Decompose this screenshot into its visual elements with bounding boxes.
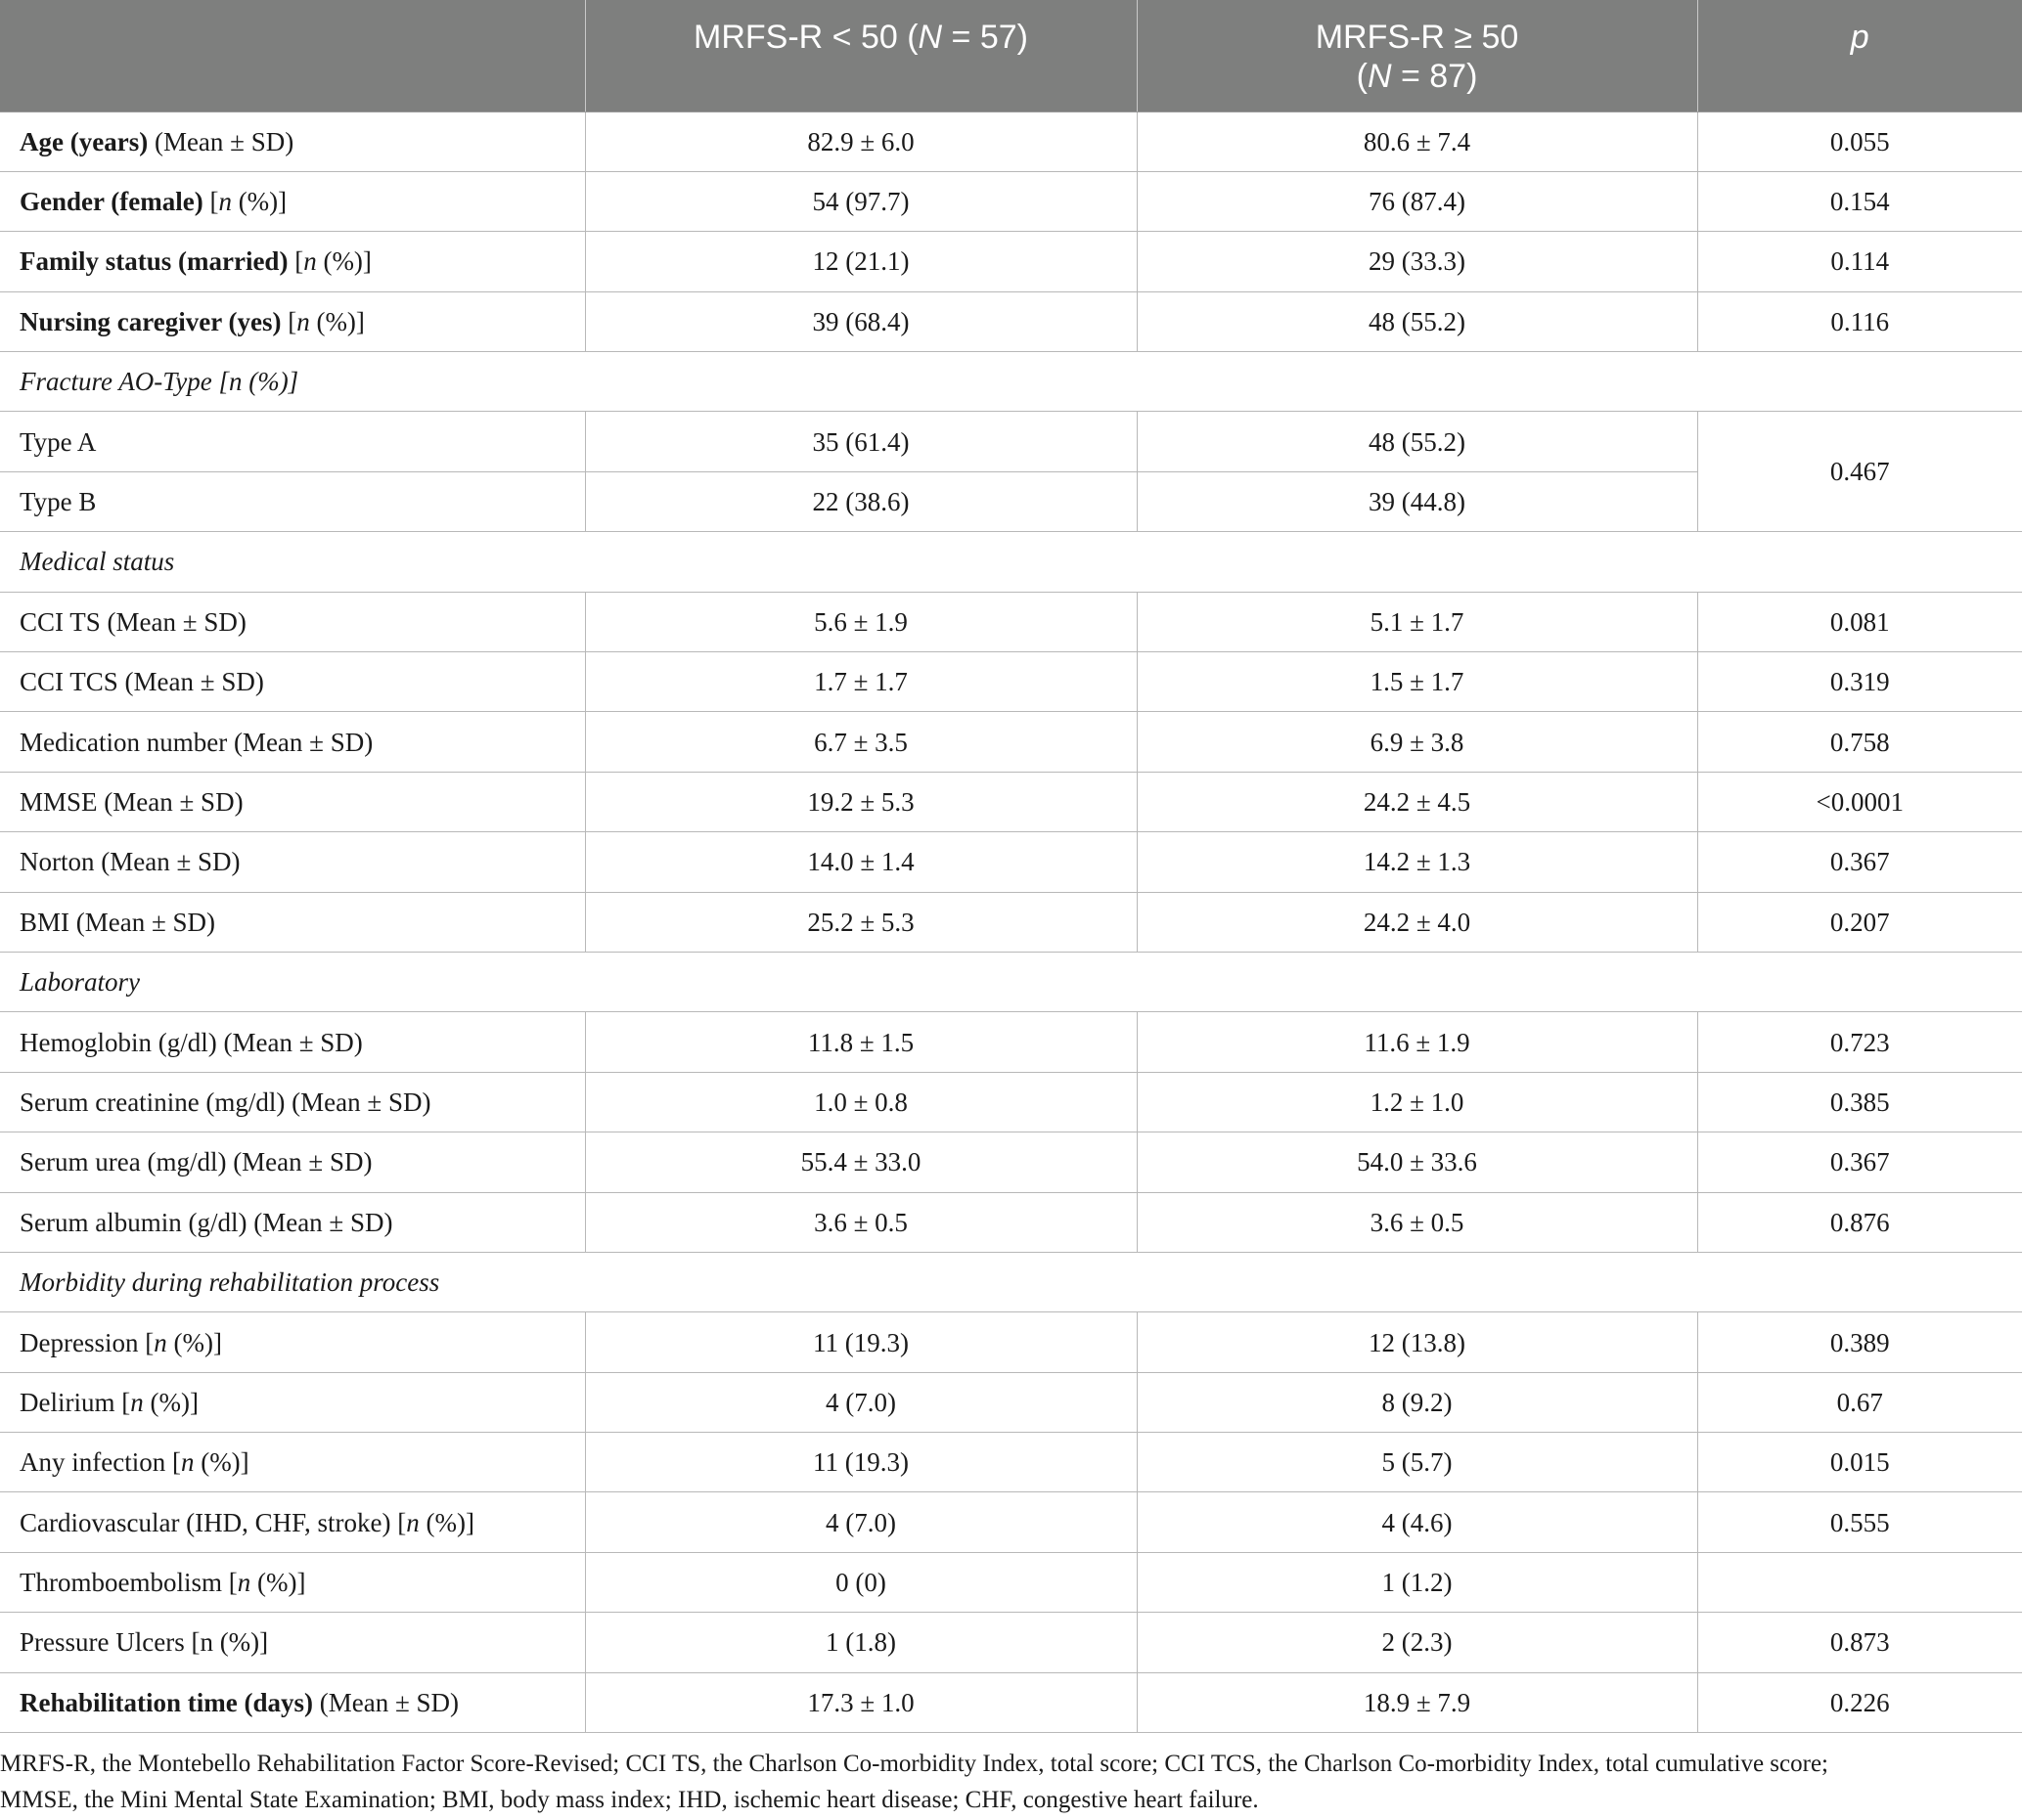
table-row <box>0 291 2022 351</box>
table-row <box>0 1433 2022 1492</box>
row-label-after: (%)] <box>309 306 365 336</box>
row-label-text: Serum creatinine (mg/dl) (Mean ± SD) <box>20 1087 431 1117</box>
value-cell: 2 (2.3) <box>1137 1613 1697 1672</box>
p-value-cell: 0.055 <box>1697 111 2022 171</box>
value-cell: 25.2 ± 5.3 <box>585 892 1137 952</box>
table-row <box>0 1672 2022 1732</box>
row-label-text: Type B <box>20 487 97 517</box>
value-cell: 12 (13.8) <box>1137 1312 1697 1372</box>
header-cell-p-value: p <box>1697 0 2022 111</box>
table-row <box>0 1492 2022 1552</box>
section-row <box>0 352 2022 412</box>
value-cell: 55.4 ± 33.0 <box>585 1132 1137 1192</box>
section-row <box>0 532 2022 592</box>
p-value-cell: 0.389 <box>1697 1312 2022 1372</box>
row-label-text: Depression [ <box>20 1327 155 1357</box>
row-label <box>0 171 585 231</box>
value-cell: 39 (44.8) <box>1137 471 1697 531</box>
table-row <box>0 1012 2022 1072</box>
row-label-italic: n <box>218 187 232 217</box>
row-label-bold: Gender (female) <box>20 187 203 217</box>
row-label <box>0 1552 585 1612</box>
row-label <box>0 291 585 351</box>
value-cell: 17.3 ± 1.0 <box>585 1672 1137 1732</box>
value-cell: 5.1 ± 1.7 <box>1137 592 1697 651</box>
p-value-cell: 0.876 <box>1697 1192 2022 1252</box>
p-value-cell: 0.367 <box>1697 1132 2022 1192</box>
section-label: Laboratory <box>0 952 2022 1011</box>
row-label-text: (Mean ± SD) <box>148 126 294 156</box>
p-value-cell: 0.555 <box>1697 1492 2022 1552</box>
value-cell: 11 (19.3) <box>585 1433 1137 1492</box>
p-value-cell: 0.081 <box>1697 592 2022 651</box>
section-row <box>0 952 2022 1011</box>
table-row <box>0 892 2022 952</box>
row-label-text: Hemoglobin (g/dl) (Mean ± SD) <box>20 1027 363 1057</box>
footnote-line-2: MMSE, the Mini Mental State Examination; BMI, body mass index; IHD, ischemic heart disease; CHF, congestive heart failure. <box>0 1787 1259 1813</box>
p-value-cell: 0.114 <box>1697 232 2022 291</box>
table-footnote <box>0 1746 2015 1818</box>
row-label-text: CCI TCS (Mean ± SD) <box>20 667 264 697</box>
value-cell: 76 (87.4) <box>1137 171 1697 231</box>
row-label-after: (%)] <box>166 1327 222 1357</box>
row-label-text: [ <box>202 187 219 217</box>
p-value-cell: 0.207 <box>1697 892 2022 952</box>
row-label-text: Thromboembolism [ <box>20 1568 238 1598</box>
header-cell-mrfs-high: MRFS-R ≥ 50 (N = 87) <box>1137 0 1697 111</box>
footnote-line-1: MRFS-R, the Montebello Rehabilitation Factor Score-Revised; CCI TS, the Charlson Co-morbidity Index, total score; CCI TCS, the Charlson Co-morbidity Index, total cumulative score; <box>0 1751 1828 1777</box>
table-row <box>0 232 2022 291</box>
row-label-italic: n <box>237 1568 251 1598</box>
value-cell: 1 (1.8) <box>585 1613 1137 1672</box>
row-label-text: Delirium [ <box>20 1387 131 1417</box>
row-label-text: Any infection [ <box>20 1447 181 1478</box>
row-label <box>0 232 585 291</box>
value-cell: 82.9 ± 6.0 <box>585 111 1137 171</box>
row-label-italic: n <box>180 1447 195 1478</box>
row-label <box>0 1372 585 1432</box>
p-value-cell: 0.467 <box>1697 412 2022 532</box>
table-row <box>0 772 2022 831</box>
row-label-text: Cardiovascular (IHD, CHF, stroke) [ <box>20 1507 407 1537</box>
table-row <box>0 1132 2022 1192</box>
value-cell: 48 (55.2) <box>1137 291 1697 351</box>
table-row <box>0 652 2022 712</box>
table-body <box>0 111 2022 1733</box>
p-value-cell: 0.758 <box>1697 712 2022 772</box>
row-label <box>0 1433 585 1492</box>
value-cell: 8 (9.2) <box>1137 1372 1697 1432</box>
value-cell: 24.2 ± 4.5 <box>1137 772 1697 831</box>
section-row <box>0 1252 2022 1311</box>
value-cell: 18.9 ± 7.9 <box>1137 1672 1697 1732</box>
p-value-cell: 0.226 <box>1697 1672 2022 1732</box>
row-label-text: MMSE (Mean ± SD) <box>20 786 244 817</box>
row-label-bold: Family status (married) <box>20 246 289 277</box>
value-cell: 48 (55.2) <box>1137 412 1697 471</box>
row-label-text: [ <box>281 306 297 336</box>
p-value-cell: 0.154 <box>1697 171 2022 231</box>
row-label-after: (%)] <box>250 1568 306 1598</box>
row-label <box>0 1672 585 1732</box>
value-cell: 1.7 ± 1.7 <box>585 652 1137 712</box>
row-label <box>0 592 585 651</box>
value-cell: 6.9 ± 3.8 <box>1137 712 1697 772</box>
row-label <box>0 111 585 171</box>
p-value-cell: 0.873 <box>1697 1613 2022 1672</box>
value-cell: 22 (38.6) <box>585 471 1137 531</box>
p-value-cell: 0.015 <box>1697 1433 2022 1492</box>
value-cell: 1 (1.2) <box>1137 1552 1697 1612</box>
row-label-after: (%)] <box>231 187 288 217</box>
value-cell: 24.2 ± 4.0 <box>1137 892 1697 952</box>
value-cell: 54 (97.7) <box>585 171 1137 231</box>
table-row <box>0 1072 2022 1132</box>
row-label-italic: n <box>154 1327 167 1357</box>
row-label-italic: n <box>296 306 310 336</box>
row-label <box>0 1132 585 1192</box>
row-label-italic: n <box>303 246 317 277</box>
value-cell: 1.2 ± 1.0 <box>1137 1072 1697 1132</box>
row-label <box>0 652 585 712</box>
section-label: Morbidity during rehabilitation process <box>0 1252 2022 1311</box>
row-label <box>0 1072 585 1132</box>
header-row <box>0 0 2022 111</box>
row-label <box>0 1492 585 1552</box>
value-cell: 3.6 ± 0.5 <box>1137 1192 1697 1252</box>
value-cell: 11.6 ± 1.9 <box>1137 1012 1697 1072</box>
value-cell: 0 (0) <box>585 1552 1137 1612</box>
table-row <box>0 1613 2022 1672</box>
p-value-cell: 0.367 <box>1697 832 2022 892</box>
row-label-text: CCI TS (Mean ± SD) <box>20 606 247 637</box>
value-cell: 4 (7.0) <box>585 1372 1137 1432</box>
value-cell: 29 (33.3) <box>1137 232 1697 291</box>
row-label <box>0 1192 585 1252</box>
value-cell: 54.0 ± 33.6 <box>1137 1132 1697 1192</box>
value-cell: 12 (21.1) <box>585 232 1137 291</box>
row-label <box>0 712 585 772</box>
section-label: Medical status <box>0 532 2022 592</box>
row-label-text: BMI (Mean ± SD) <box>20 907 216 937</box>
table-row <box>0 1192 2022 1252</box>
table-row <box>0 1312 2022 1372</box>
p-value-cell: 0.67 <box>1697 1372 2022 1432</box>
value-cell: 14.0 ± 1.4 <box>585 832 1137 892</box>
value-cell: 80.6 ± 7.4 <box>1137 111 1697 171</box>
header-cell-variable <box>0 0 585 111</box>
table-row <box>0 832 2022 892</box>
row-label-text: Type A <box>20 426 97 457</box>
row-label-italic: n <box>130 1387 144 1417</box>
p-value-cell <box>1697 1552 2022 1612</box>
table-row <box>0 111 2022 171</box>
row-label-bold: Nursing caregiver (yes) <box>20 306 282 336</box>
header-cell-mrfs-low: MRFS-R < 50 (N = 57) <box>585 0 1137 111</box>
row-label-bold: Rehabilitation time (days) <box>20 1687 313 1717</box>
value-cell: 39 (68.4) <box>585 291 1137 351</box>
table-row <box>0 1372 2022 1432</box>
row-label-after: (%)] <box>419 1507 474 1537</box>
value-cell: 4 (7.0) <box>585 1492 1137 1552</box>
value-cell: 11.8 ± 1.5 <box>585 1012 1137 1072</box>
value-cell: 4 (4.6) <box>1137 1492 1697 1552</box>
value-cell: 11 (19.3) <box>585 1312 1137 1372</box>
row-label-after: (%)] <box>316 246 372 277</box>
row-label-text: Norton (Mean ± SD) <box>20 847 241 877</box>
value-cell: 14.2 ± 1.3 <box>1137 832 1697 892</box>
value-cell: 1.0 ± 0.8 <box>585 1072 1137 1132</box>
row-label <box>0 412 585 471</box>
row-label-after: (%)] <box>143 1387 199 1417</box>
table-row <box>0 1552 2022 1612</box>
value-cell: 3.6 ± 0.5 <box>585 1192 1137 1252</box>
table-row <box>0 592 2022 651</box>
section-label: Fracture AO-Type [n (%)] <box>0 352 2022 412</box>
row-label-text: [ <box>288 246 304 277</box>
value-cell: 35 (61.4) <box>585 412 1137 471</box>
value-cell: 6.7 ± 3.5 <box>585 712 1137 772</box>
p-value-cell: 0.116 <box>1697 291 2022 351</box>
table-row <box>0 712 2022 772</box>
row-label <box>0 1613 585 1672</box>
row-label <box>0 471 585 531</box>
row-label <box>0 772 585 831</box>
value-cell: 1.5 ± 1.7 <box>1137 652 1697 712</box>
row-label-text: Medication number (Mean ± SD) <box>20 727 374 757</box>
row-label-text: Serum urea (mg/dl) (Mean ± SD) <box>20 1147 373 1177</box>
value-cell: 5.6 ± 1.9 <box>585 592 1137 651</box>
p-value-cell: 0.385 <box>1697 1072 2022 1132</box>
row-label-bold: Age (years) <box>20 126 149 156</box>
row-label <box>0 892 585 952</box>
row-label-italic: n <box>406 1507 420 1537</box>
p-value-cell: 0.723 <box>1697 1012 2022 1072</box>
row-label-text: Pressure Ulcers [n (%)] <box>20 1627 269 1658</box>
value-cell: 5 (5.7) <box>1137 1433 1697 1492</box>
table-row <box>0 171 2022 231</box>
table-row <box>0 412 2022 471</box>
value-cell: 19.2 ± 5.3 <box>585 772 1137 831</box>
row-label-text: Serum albumin (g/dl) (Mean ± SD) <box>20 1207 393 1237</box>
row-label <box>0 1312 585 1372</box>
row-label <box>0 832 585 892</box>
row-label <box>0 1012 585 1072</box>
row-label-after: (%)] <box>194 1447 249 1478</box>
p-value-cell: 0.319 <box>1697 652 2022 712</box>
p-value-cell: <0.0001 <box>1697 772 2022 831</box>
row-label-text: (Mean ± SD) <box>313 1687 460 1717</box>
